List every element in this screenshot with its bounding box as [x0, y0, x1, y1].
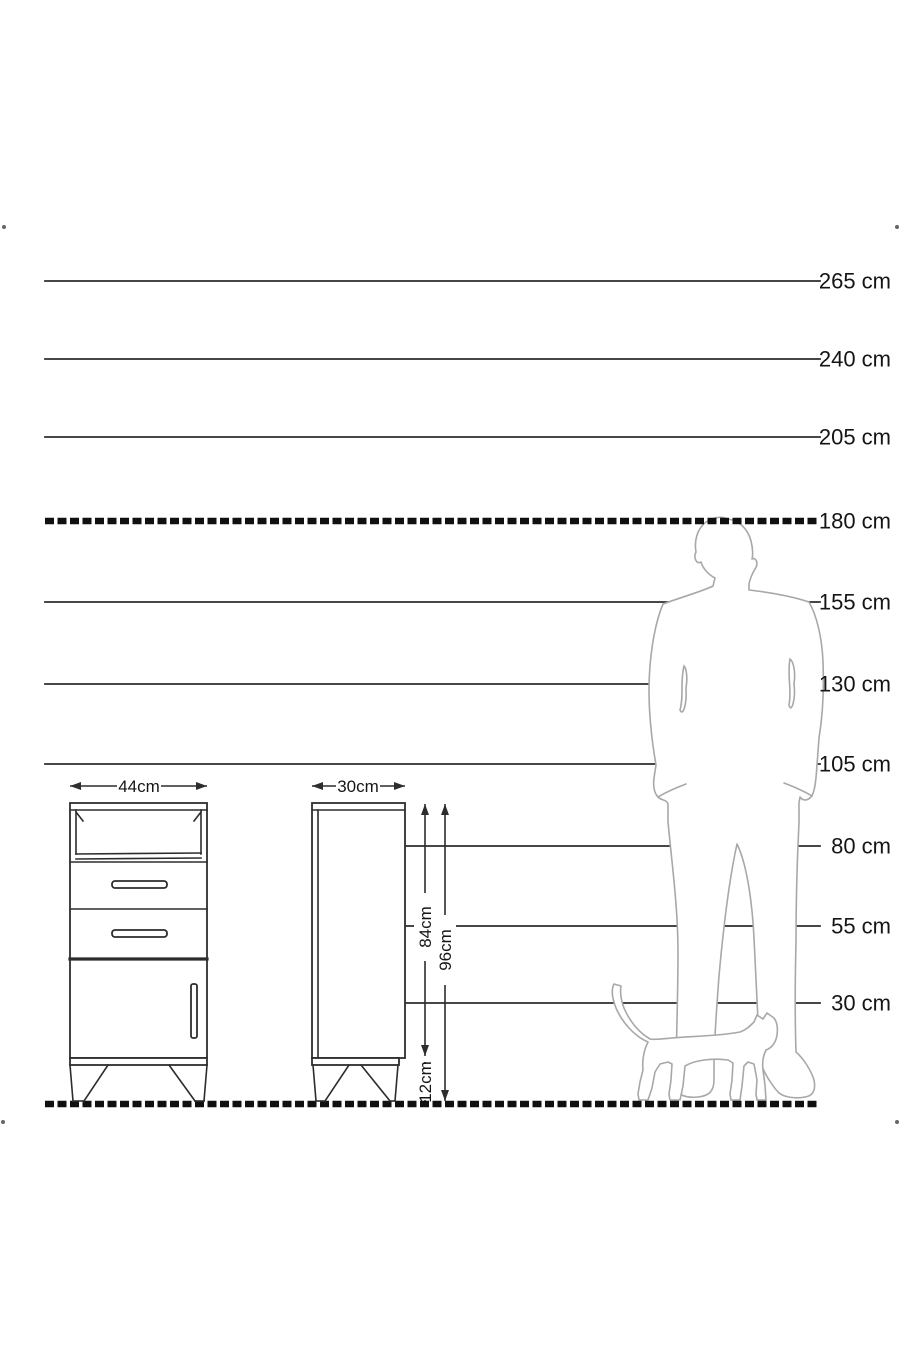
dim-44-arrow-left [70, 782, 81, 790]
man-silhouette [649, 517, 823, 1097]
side-left-leg-inner [325, 1065, 349, 1101]
side-carcass [312, 803, 405, 1058]
leg-height-label: 12cm [415, 1061, 435, 1103]
scale-label-30cm: 30 cm [831, 990, 891, 1016]
total-height-label: 96cm [435, 929, 455, 971]
dim-30-arrow-right [394, 782, 405, 790]
front-right-leg-outer [204, 1065, 207, 1101]
scale-label-205cm: 205 cm [818, 424, 891, 450]
corner-mark-bottom-left [1, 1120, 5, 1124]
front-left-leg-outer [70, 1065, 73, 1101]
carcass-height-label: 84cm [415, 906, 435, 948]
scale-label-265cm: 265 cm [818, 268, 891, 294]
scale-label-80cm: 80 cm [831, 833, 891, 859]
scale-label-155cm: 155 cm [818, 589, 891, 615]
side-right-leg-inner [361, 1065, 390, 1101]
corner-mark-bottom-right [895, 1120, 899, 1124]
scale-label-105cm: 105 cm [818, 751, 891, 777]
dimension-side-depth [312, 777, 405, 796]
dim-44-arrow-right [196, 782, 207, 790]
corner-mark-top-left [2, 225, 6, 229]
scale-label-240cm: 240 cm [818, 346, 891, 372]
man-outline [649, 517, 823, 1097]
scale-label-130cm: 130 cm [818, 671, 891, 697]
dim-84-arrow-bottom [421, 1045, 429, 1056]
height-scale-labels [819, 269, 891, 1016]
dim-30-arrow-left [312, 782, 323, 790]
corner-mark-top-right [895, 225, 899, 229]
front-shelf-board-bottom [76, 858, 201, 859]
dimension-heights [414, 804, 456, 1103]
dimension-front-width [70, 777, 207, 796]
cabinet-side-view [312, 803, 405, 1101]
side-plinth [312, 1058, 399, 1065]
side-depth-label: 30cm [337, 776, 379, 796]
side-right-leg-outer [395, 1065, 398, 1101]
dim-96-arrow-bottom [441, 1090, 449, 1101]
scale-label-55cm: 55 cm [831, 913, 891, 939]
front-width-label: 44cm [118, 776, 160, 796]
dim-84-arrow-top [421, 804, 429, 815]
scale-label-180cm: 180 cm [818, 508, 891, 534]
side-left-leg-outer [313, 1065, 316, 1101]
dim-96-arrow-top [441, 804, 449, 815]
front-left-leg-inner [84, 1065, 108, 1101]
front-plinth [70, 1058, 207, 1065]
cabinet-front-view [70, 803, 207, 1101]
front-shelf-board-top [76, 853, 201, 854]
front-right-leg-inner [169, 1065, 195, 1101]
